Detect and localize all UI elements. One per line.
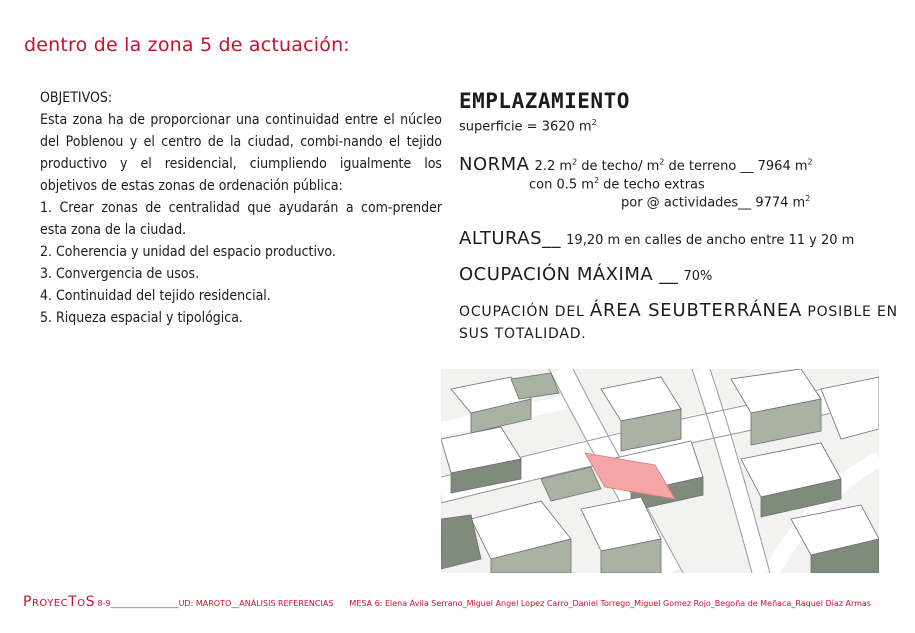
objective-item-2: 2. Coherencia y unidad del espacio productivo. xyxy=(40,244,336,260)
objective-item-1: 1. Crear zonas de centralidad que ayudarán a com-prender esta zona de la ciudad. xyxy=(40,200,442,238)
alturas-value: 19,20 m en calles de ancho entre 11 y 20 m xyxy=(566,233,855,248)
norma-line-1: NORMA 2.2 $m^2$ de techo/ $m^2$ de terreno __ 7964 $m^2$ xyxy=(459,154,813,175)
norma-line-3: por @ actividades__ 9774 $m^2$ xyxy=(621,194,811,211)
objective-item-5: 5. Riqueza espacial y tipológica. xyxy=(40,310,243,326)
norma-line-2: con 0.5 $m^2$ de techo extras xyxy=(529,176,705,193)
ocupacion-line xyxy=(459,264,712,285)
objective-item-3: 3. Convergencia de usos. xyxy=(40,266,200,282)
page-heading: dentro de la zona 5 de actuación: xyxy=(24,34,350,56)
objectives-intro: Esta zona ha de proporcionar una continuidad entre el núcleo del Poblenou y el centro de la ciudad, combi-nando el tejido productivo y el residencial, ciumpliendo igualmente los objetivos de estas zonas de ordenación pública: xyxy=(40,112,442,194)
footer-course-number: 8-9 xyxy=(94,599,111,608)
objectives-title: OBJETIVOS: xyxy=(40,90,113,106)
subterranea-line-2: SUS TOTALIDAD. xyxy=(459,326,587,342)
footer-credits: MESA 6: Elena Ávila Serrano_Miguel Angel Lopez Carro_Daniel Torrego_Miguel Gomez Rojo_Begoña de Meñaca_Raquel Díaz Armas xyxy=(349,599,871,608)
site-axonometric-image xyxy=(441,369,879,573)
objectives-section xyxy=(40,87,442,329)
site-render-svg xyxy=(441,369,879,573)
alturas-label: ALTURAS__ xyxy=(459,228,562,249)
footer xyxy=(23,594,871,610)
objective-item-4: 4. Continuidad del tejido residencial. xyxy=(40,288,271,304)
subterranea-line-1: OCUPACIÓN DEL ÁREA SEUBTERRÁNEA POSIBLE EN xyxy=(459,300,898,321)
footer-course: _________________UD: MAROTO__ANÁLISIS REFERENCIAS xyxy=(110,599,334,608)
footer-brand: PROYECTOS xyxy=(23,594,95,610)
emplazamiento-title: EMPLAZAMIENTO xyxy=(459,89,630,113)
alturas-line xyxy=(459,228,854,249)
norma-label: NORMA xyxy=(459,154,530,175)
ocupacion-value: 70% xyxy=(683,269,713,284)
ocupacion-label: OCUPACIÓN MÁXIMA __ xyxy=(459,264,679,285)
superficie-text: superficie = 3620 $m^2$ xyxy=(459,118,597,135)
